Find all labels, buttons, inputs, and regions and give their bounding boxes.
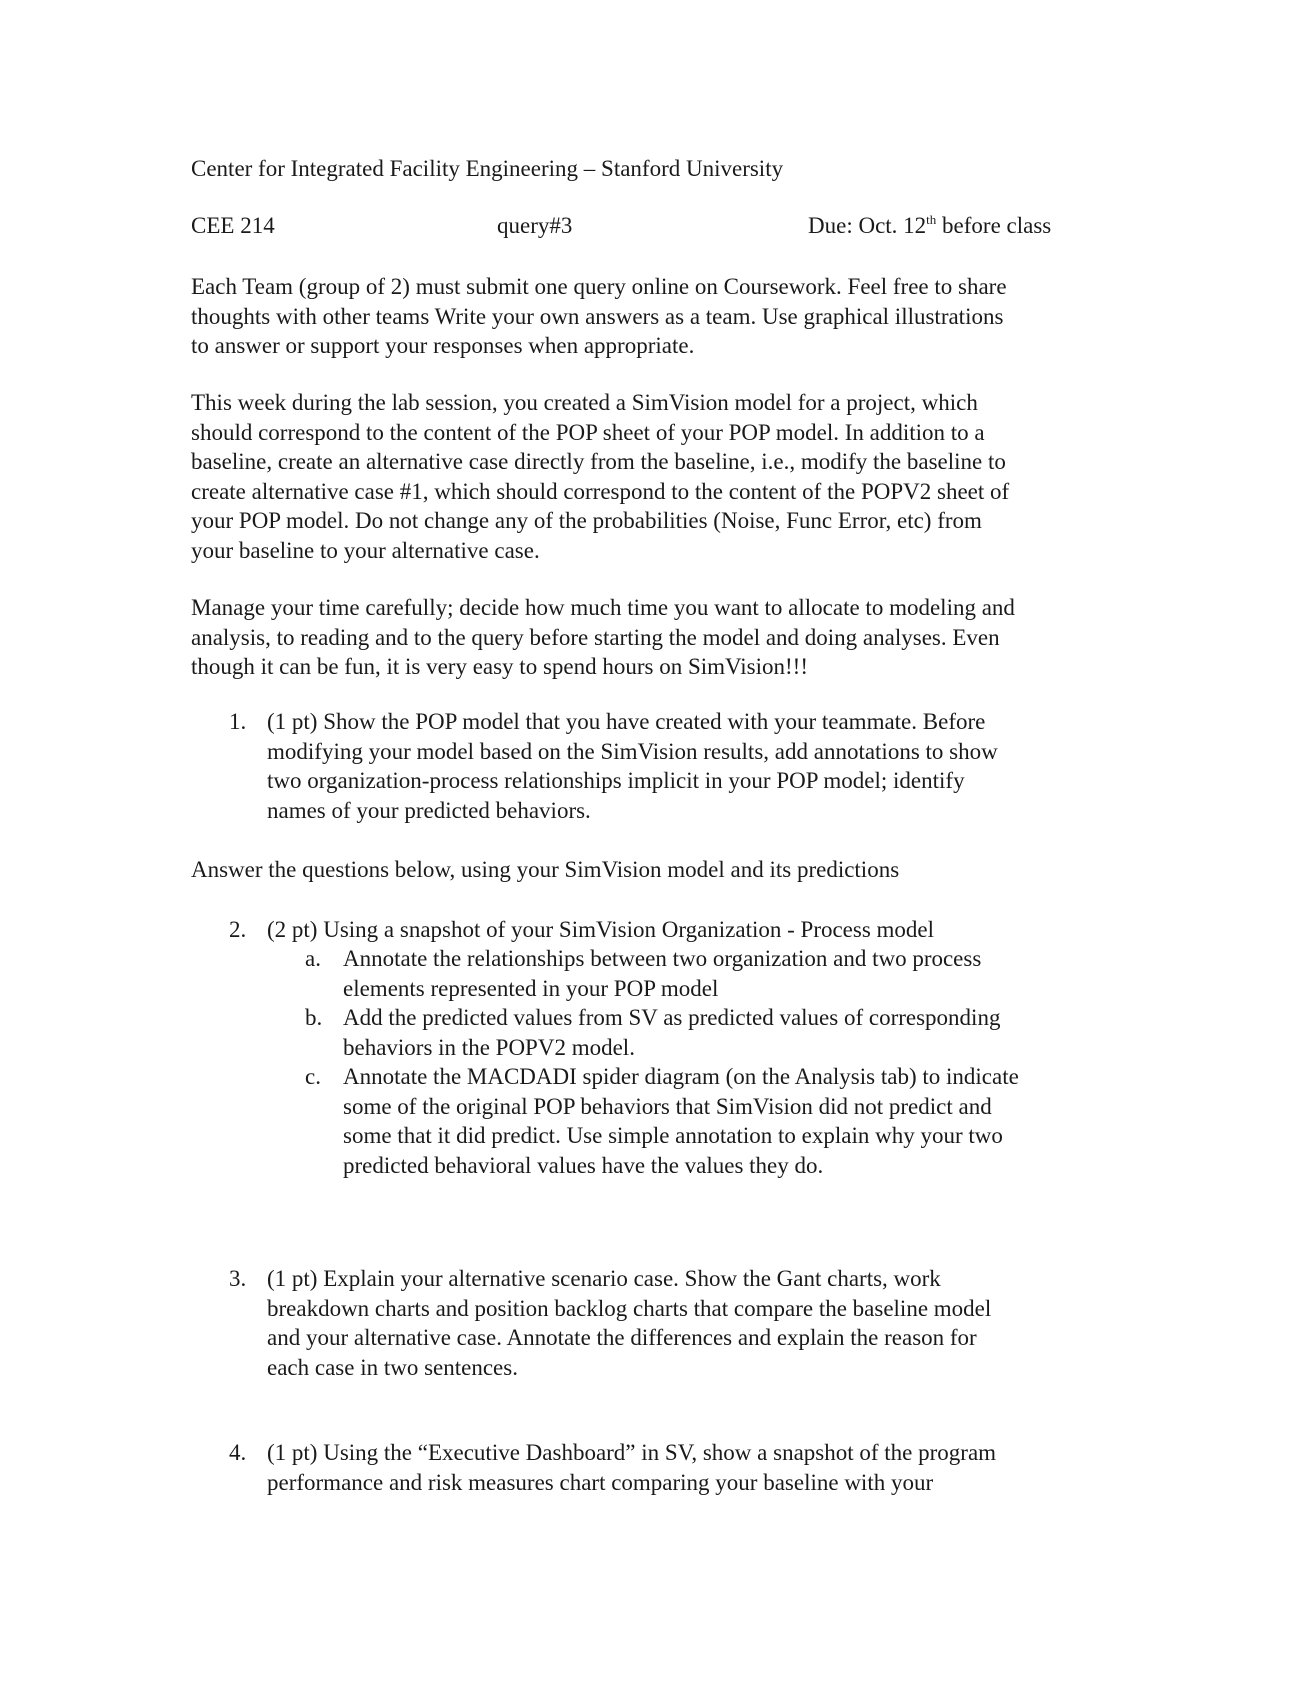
paragraph-line: thoughts with other teams Write your own answers as a team. Use graphical illustrations: [191, 303, 1004, 329]
question-line: each case in two sentences.: [267, 1354, 518, 1380]
institution-heading: Center for Integrated Facility Engineering – Stanford University: [191, 156, 784, 181]
question-line: (1 pt) Show the POP model that you have created with your teammate. Before: [267, 709, 986, 734]
question-line: performance and risk measures chart comparing your baseline with your: [267, 1469, 934, 1495]
sub-item-line: elements represented in your POP model: [343, 975, 719, 1001]
sub-item-line: Annotate the MACDADI spider diagram (on the Analysis tab) to indicate: [343, 1064, 1019, 1089]
paragraph-line: your baseline to your alternative case.: [191, 537, 540, 563]
paragraph-line: though it can be fun, it is very easy to spend hours on SimVision!!!: [191, 654, 808, 679]
sub-item-line: some that it did predict. Use simple annotation to explain why your two: [343, 1123, 1003, 1148]
sub-item-line: some of the original POP behaviors that SimVision did not predict and: [343, 1093, 992, 1119]
paragraph-line: This week during the lab session, you created a SimVision model for a project, which: [191, 390, 978, 415]
question-line: (1 pt) Explain your alternative scenario case. Show the Gant charts, work: [267, 1266, 941, 1291]
sub-item-letter: a.: [305, 946, 321, 971]
paragraph-line: Manage your time carefully; decide how much time you want to allocate to modeling and: [191, 595, 1015, 620]
sub-item-line: Add the predicted values from SV as predicted values of corresponding: [343, 1005, 1001, 1030]
sub-item-letter: b.: [305, 1005, 323, 1030]
question-line: (1 pt) Using the “Executive Dashboard” in SV, show a snapshot of the program: [267, 1440, 997, 1465]
paragraph-line: baseline, create an alternative case directly from the baseline, i.e., modify the baseline to: [191, 449, 1006, 474]
paragraph-line: to answer or support your responses when appropriate.: [191, 333, 695, 358]
question-line: names of your predicted behaviors.: [267, 797, 591, 823]
question-number: 4.: [229, 1440, 247, 1465]
answer-instructions: Answer the questions below, using your SimVision model and its predictions: [191, 857, 900, 882]
question-line: (2 pt) Using a snapshot of your SimVision Organization - Process model: [267, 917, 935, 942]
sub-item-line: behaviors in the POPV2 model.: [343, 1034, 635, 1060]
question-line: modifying your model based on the SimVision results, add annotations to show: [267, 738, 998, 764]
question-line: breakdown charts and position backlog charts that compare the baseline model: [267, 1295, 992, 1321]
due-date-suffix: before class: [936, 213, 1052, 238]
paragraph-line: create alternative case #1, which should correspond to the content of the POPV2 sheet of: [191, 478, 1010, 504]
assignment-title: query#3: [497, 213, 573, 238]
intro-paragraph-2: [191, 388, 1121, 565]
question-line: and your alternative case. Annotate the differences and explain the reason for: [267, 1325, 977, 1350]
due-date-superscript: th: [926, 212, 937, 227]
intro-paragraph-1: [191, 272, 1121, 361]
paragraph-line: analysis, to reading and to the query before starting the model and doing analyses. Even: [191, 624, 1000, 650]
question-number: 2.: [229, 917, 247, 942]
question-number: 1.: [229, 709, 247, 734]
intro-paragraph-3: [191, 593, 1121, 682]
paragraph-line: your POP model. Do not change any of the probabilities (Noise, Func Error, etc) from: [191, 508, 982, 533]
sub-item-letter: c.: [305, 1064, 321, 1089]
question-number: 3.: [229, 1266, 247, 1291]
paragraph-line: should correspond to the content of the POP sheet of your POP model. In addition to a: [191, 419, 985, 445]
sub-item-line: Annotate the relationships between two organization and two process: [343, 946, 982, 971]
sub-item-line: predicted behavioral values have the values they do.: [343, 1152, 824, 1178]
due-date: [808, 213, 1051, 239]
due-date-prefix: Due: Oct. 12: [808, 213, 927, 238]
course-code: CEE 214: [191, 213, 275, 238]
paragraph-line: Each Team (group of 2) must submit one query online on Coursework. Feel free to share: [191, 274, 1007, 299]
question-line: two organization-process relationships implicit in your POP model; identify: [267, 768, 965, 793]
